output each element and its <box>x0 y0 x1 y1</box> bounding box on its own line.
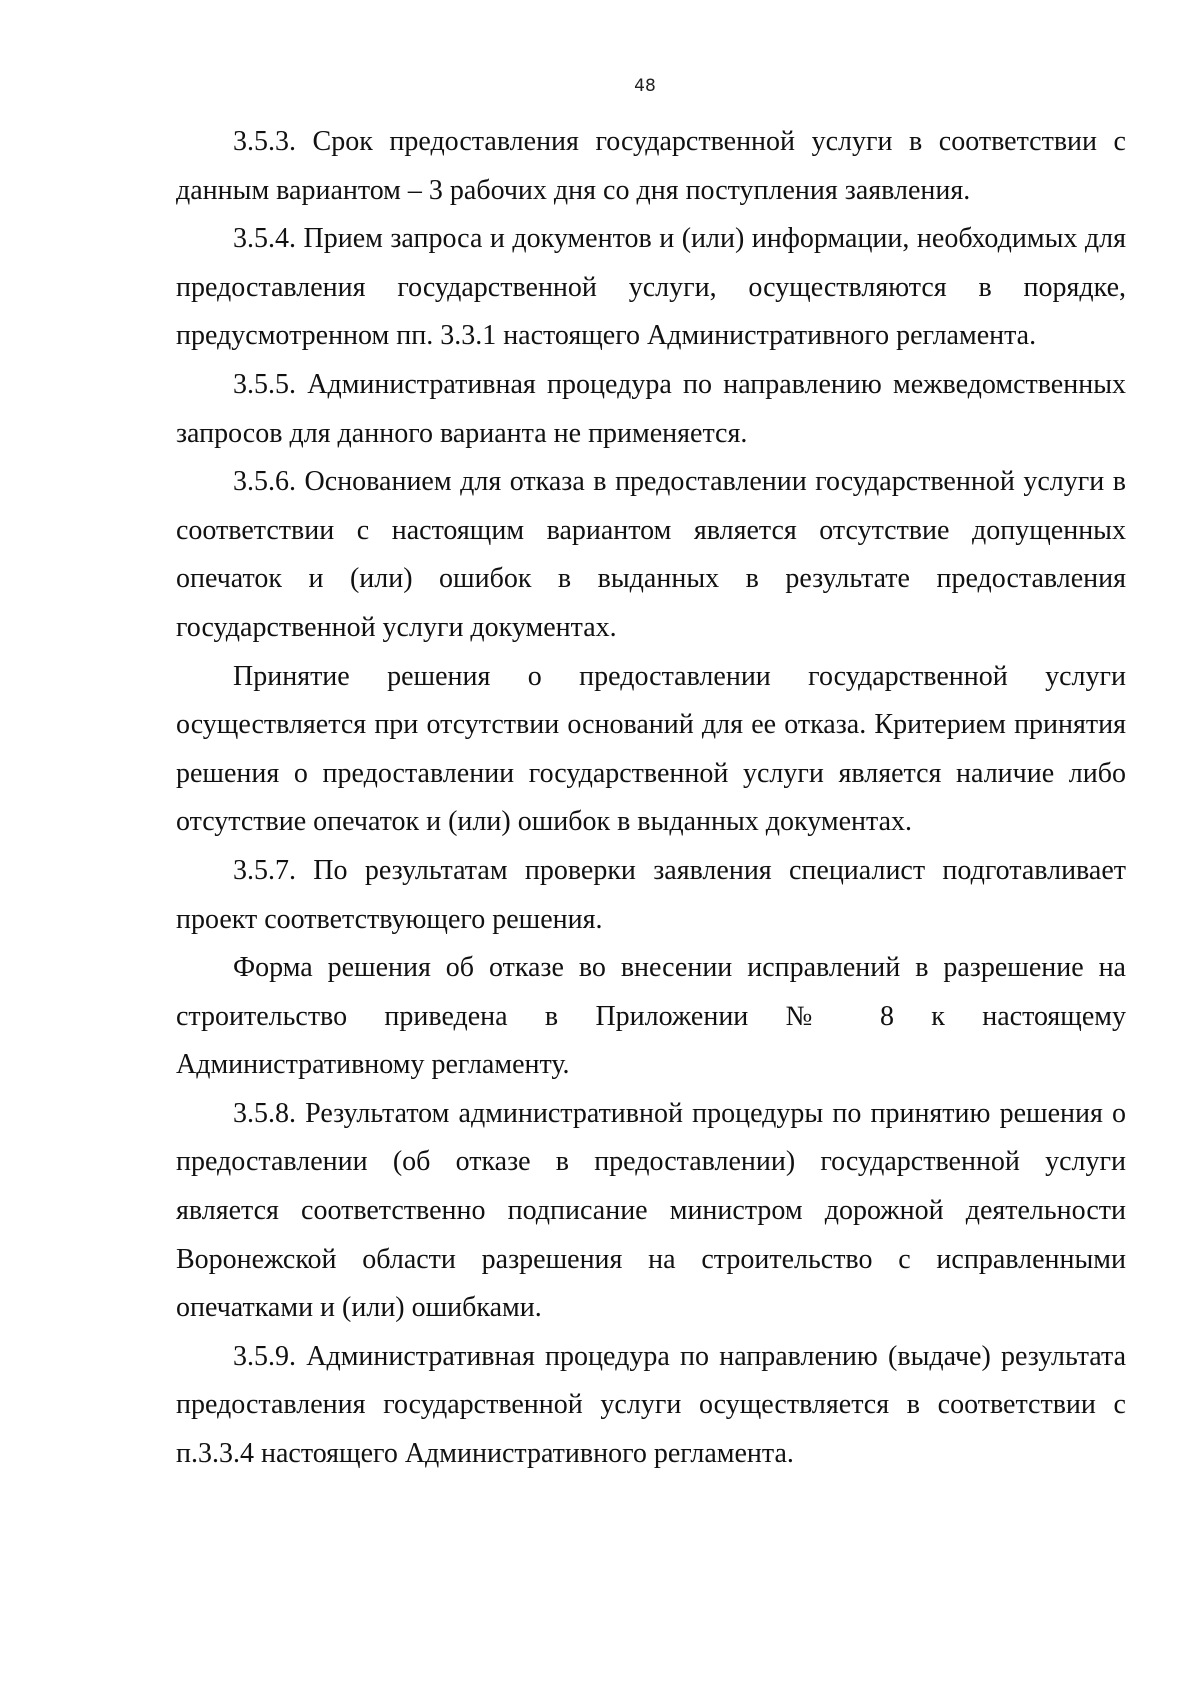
paragraph-decision-criteria: Принятие решения о предоставлении государственной услуги осуществляется при отсутствии оснований для ее отказа. Критерием принятия решения о предоставлении государственной услуги является наличие либо отсутствие опечаток и (или) ошибок в выданных документах. <box>176 660 1126 838</box>
document-body <box>176 118 1126 1479</box>
paragraph-3-5-6: 3.5.6. Основанием для отказа в предоставлении государственной услуги в соответствии с настоящим вариантом является отсутствие допущенных опечаток и (или) ошибок в выданных в результате предоставления государственной услуги документах. <box>176 466 1126 643</box>
paragraph-3-5-4: 3.5.4. Прием запроса и документов и (или) информации, необходимых для предоставления государственной услуги, осуществляются в порядке, предусмотренном пп. 3.3.1 настоящего Административного регламента. <box>176 223 1126 352</box>
paragraph-3-5-5: 3.5.5. Административная процедура по направлению межведомственных запросов для данного варианта не применяется. <box>176 368 1126 449</box>
paragraph-3-5-9: 3.5.9. Административная процедура по направлению (выдаче) результата предоставления государственной услуги осуществляется в соответствии с п.3.3.4 настоящего Административного регламента. <box>176 1340 1126 1470</box>
paragraph-3-5-7: 3.5.7. По результатам проверки заявления специалист подготавливает проект соответствующего решения. <box>176 854 1126 935</box>
paragraph-3-5-8: 3.5.8. Результатом административной процедуры по принятию решения о предоставлении (об отказе в предоставлении) государственной услуги является соответственно подписание министром дорожной деятельности Воронежской области разрешения на строительство с исправленными опечатками и (или) ошибками. <box>176 1097 1126 1324</box>
page-number: 48 <box>634 76 656 96</box>
paragraph-3-5-3: 3.5.3. Срок предоставления государственной услуги в соответствии с данным вариантом – 3 рабочих дня со дня поступления заявления. <box>176 126 1126 206</box>
paragraph-refusal-form: Форма решения об отказе во внесении исправлений в разрешение на строительство приведена в Приложении № 8 к настоящему Административному регламенту. <box>176 952 1126 1081</box>
